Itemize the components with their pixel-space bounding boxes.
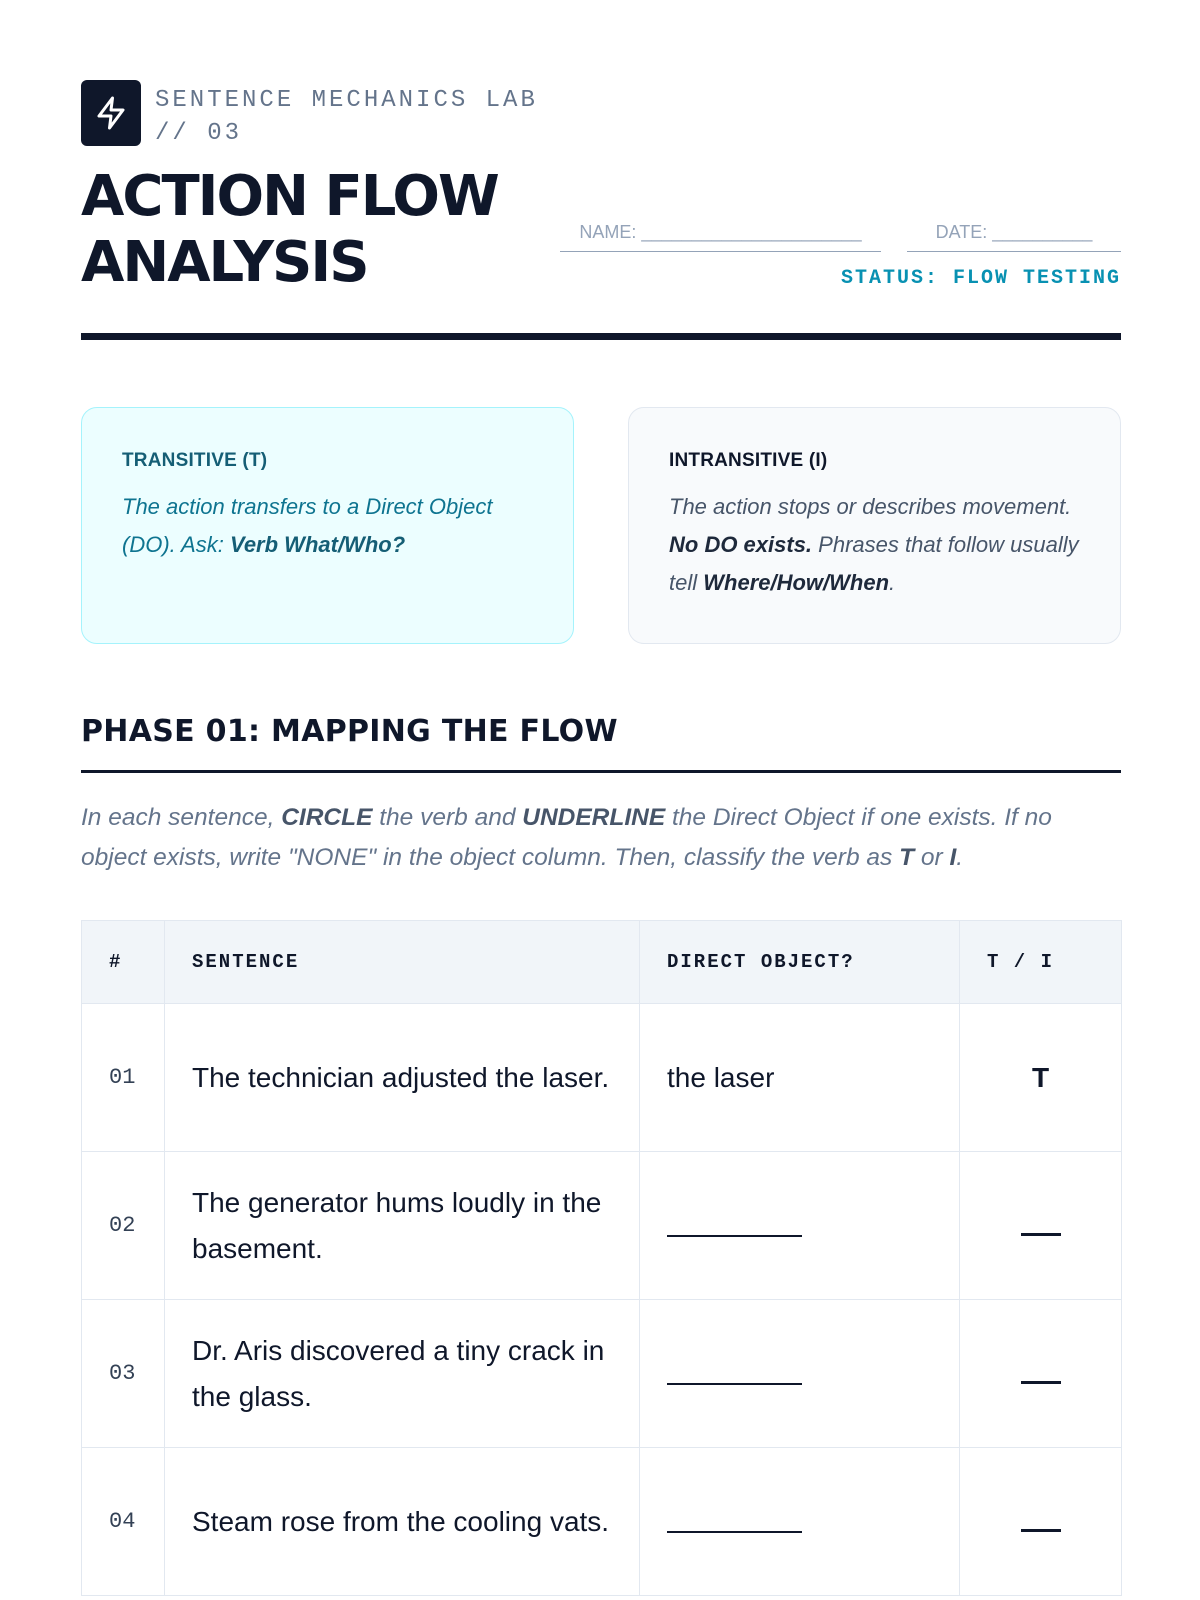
table-header-row xyxy=(82,921,1122,1004)
page-title-line1: ACTION FLOW xyxy=(81,164,498,229)
intransitive-card-title: INTRANSITIVE (I) xyxy=(669,450,828,471)
row-type-answer[interactable]: T xyxy=(960,1004,1122,1152)
row-object-blank[interactable] xyxy=(640,1152,960,1300)
status-label: STATUS: FLOW TESTING xyxy=(840,267,1121,290)
object-answer-line[interactable] xyxy=(667,1365,802,1385)
header-number: # xyxy=(82,921,165,1004)
transitive-question: Verb What/Who? xyxy=(229,532,406,557)
intransitive-text-1: The action stops or describes movement. xyxy=(669,494,1072,519)
row-number: 02 xyxy=(82,1152,165,1300)
transitive-card-body xyxy=(122,488,533,564)
instructions xyxy=(81,798,1121,878)
inst-text-5: . xyxy=(956,844,964,871)
transitive-card xyxy=(81,407,574,644)
inst-t: T xyxy=(899,844,915,871)
object-answer-line[interactable] xyxy=(667,1217,802,1237)
table-row xyxy=(82,1448,1122,1596)
inst-underline: UNDERLINE xyxy=(522,804,666,831)
lightning-bolt-icon xyxy=(81,80,141,146)
date-field[interactable]: DATE: __________ xyxy=(907,218,1121,252)
page-title xyxy=(81,164,498,296)
header-sentence: SENTENCE xyxy=(165,921,640,1004)
intransitive-card xyxy=(628,407,1121,644)
name-field[interactable]: NAME: ______________________ xyxy=(560,218,881,252)
page-title-line2: ANALYSIS xyxy=(81,230,368,295)
table-row xyxy=(82,1300,1122,1448)
brand-issue-number: // 03 xyxy=(155,120,243,147)
worksheet-page xyxy=(81,0,1121,1600)
inst-text-1: In each sentence, xyxy=(81,804,282,831)
phase-title: PHASE 01: MAPPING THE FLOW xyxy=(81,714,618,749)
row-object-blank[interactable] xyxy=(640,1448,960,1596)
row-number: 03 xyxy=(82,1300,165,1448)
intransitive-emphasis-2: Where/How/When xyxy=(703,570,890,595)
row-type-blank[interactable] xyxy=(960,1300,1122,1448)
row-number: 04 xyxy=(82,1448,165,1596)
transitive-card-title: TRANSITIVE (T) xyxy=(122,450,268,471)
transitive-text: The action transfers to a Direct Object (DO). Ask: xyxy=(122,494,493,557)
table-row xyxy=(82,1004,1122,1152)
header-divider xyxy=(81,333,1121,340)
type-answer-line[interactable] xyxy=(1021,1514,1061,1532)
row-sentence: The technician adjusted the laser. xyxy=(165,1004,640,1152)
analysis-table xyxy=(81,920,1122,1596)
inst-text-2: the verb and xyxy=(372,804,523,831)
inst-text-3: the Direct Object if one exists. If no object exists, write "NONE" in the object column. Then, classify the verb as xyxy=(81,804,1052,871)
inst-text-4: or xyxy=(914,844,950,871)
row-number: 01 xyxy=(82,1004,165,1152)
row-sentence: Dr. Aris discovered a tiny crack in the glass. xyxy=(165,1300,640,1448)
brand-header xyxy=(81,80,538,146)
row-type-blank[interactable] xyxy=(960,1448,1122,1596)
inst-circle: CIRCLE xyxy=(281,804,373,831)
intransitive-text-3: . xyxy=(889,570,896,595)
row-object-answer[interactable]: the laser xyxy=(640,1004,960,1152)
type-answer-line[interactable] xyxy=(1021,1366,1061,1384)
row-type-blank[interactable] xyxy=(960,1152,1122,1300)
intransitive-emphasis-1: No DO exists. xyxy=(669,532,813,557)
table-row xyxy=(82,1152,1122,1300)
type-answer-line[interactable] xyxy=(1021,1218,1061,1236)
brand-text xyxy=(155,84,538,150)
row-sentence: The generator hums loudly in the basement. xyxy=(165,1152,640,1300)
row-sentence: Steam rose from the cooling vats. xyxy=(165,1448,640,1596)
header-type: T / I xyxy=(960,921,1122,1004)
row-object-blank[interactable] xyxy=(640,1300,960,1448)
inst-i: I xyxy=(949,844,957,871)
brand-lab-name: SENTENCE MECHANICS LAB xyxy=(155,87,538,114)
header-direct-object: DIRECT OBJECT? xyxy=(640,921,960,1004)
phase-divider xyxy=(81,770,1121,773)
object-answer-line[interactable] xyxy=(667,1513,802,1533)
intransitive-text-2: Phrases that follow usually tell xyxy=(669,532,1079,595)
intransitive-card-body xyxy=(669,488,1080,602)
